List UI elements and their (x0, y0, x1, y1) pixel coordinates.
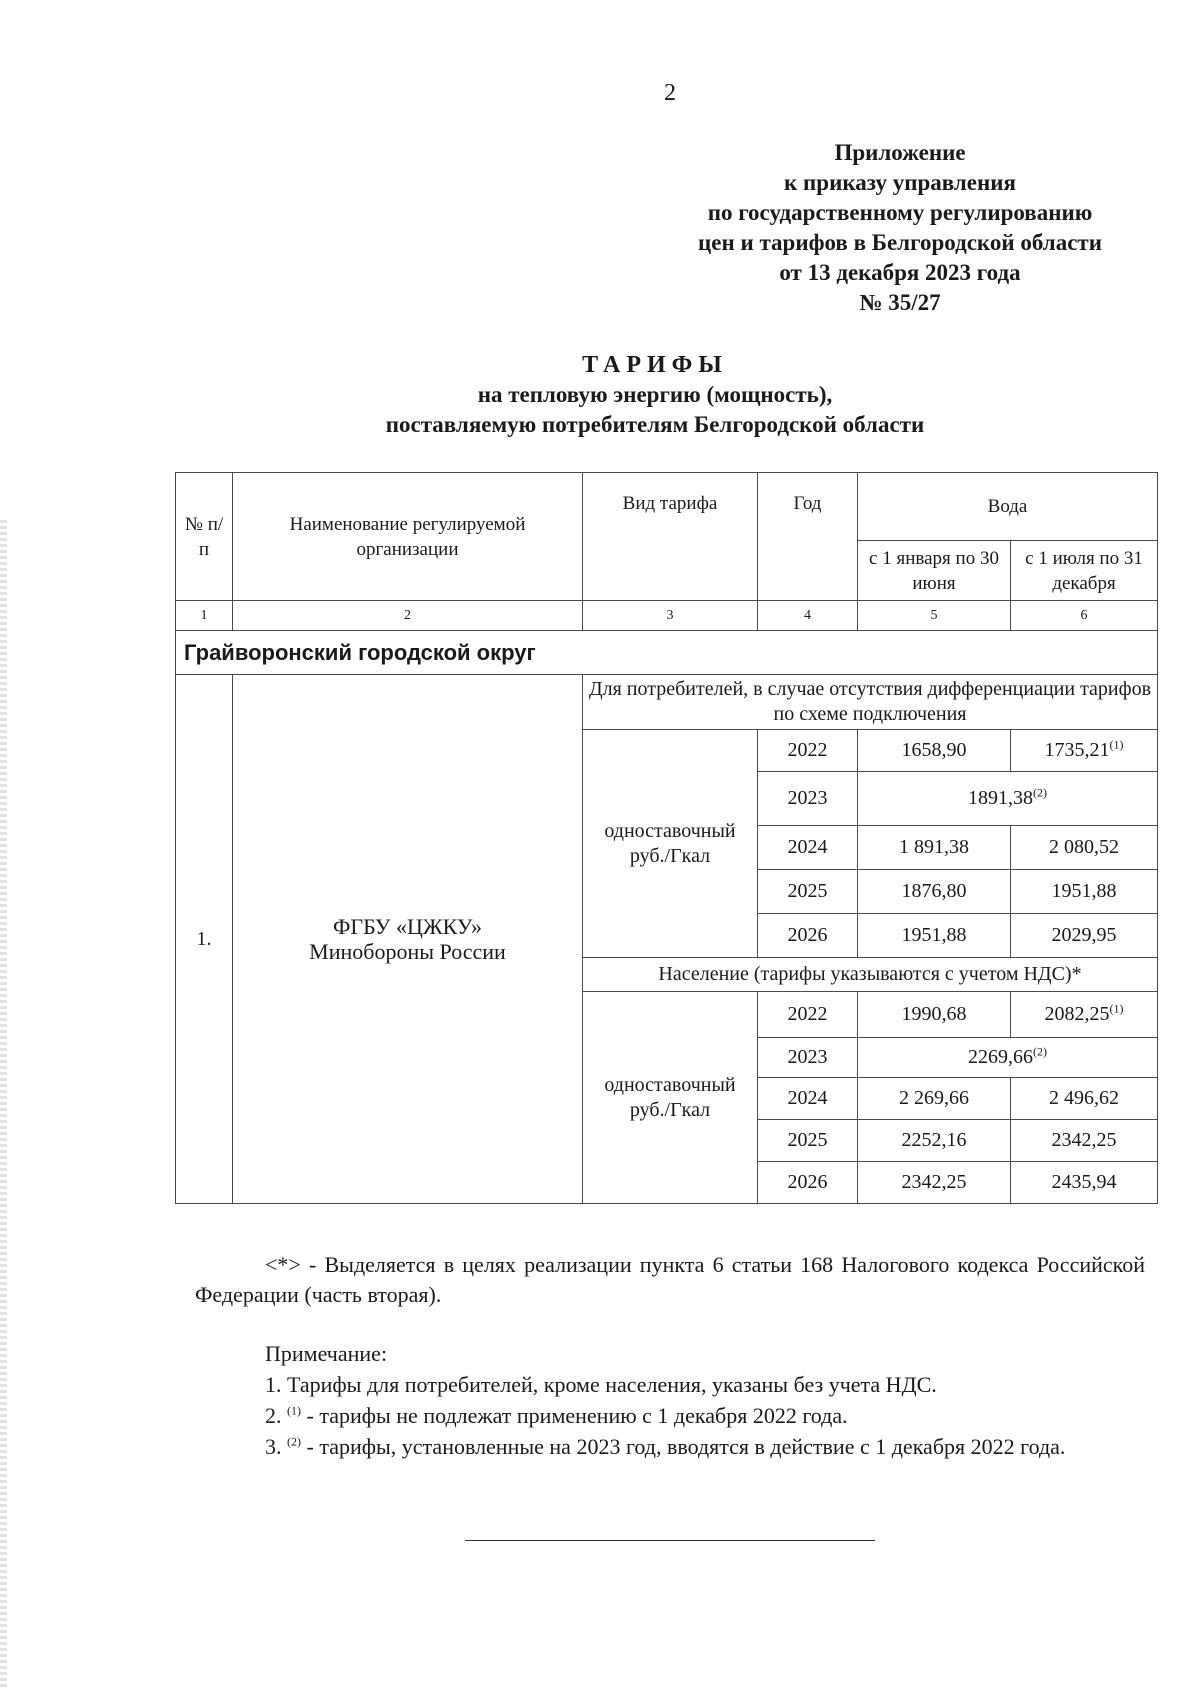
title-line: поставляемую потребителям Белгородской области (385, 412, 925, 437)
header-num: № п/п (176, 473, 233, 601)
appendix-line: № 35/27 (859, 290, 941, 315)
appendix-block (640, 138, 1160, 318)
note-item (195, 1431, 1145, 1462)
value-cell: 2252,16 (858, 1120, 1011, 1162)
value-cell: 2342,25 (858, 1162, 1011, 1204)
header-row (176, 473, 1158, 541)
year-cell: 2025 (758, 1120, 858, 1162)
tariff-type: одноставочный руб./Гкал (583, 992, 758, 1204)
district-name: Грайворонский городской округ (176, 631, 1158, 675)
note-prefix: 2. (265, 1403, 287, 1428)
value-cell (1011, 992, 1158, 1038)
note-prefix: 3. (265, 1434, 287, 1459)
appendix-line: к приказу управления (784, 170, 1016, 195)
column-numbers-row (176, 601, 1158, 631)
header-org: Наименование регулируемой организации (233, 473, 583, 601)
value-text: 1891,38 (968, 787, 1033, 809)
column-number: 5 (858, 601, 1011, 631)
value-cell (1011, 730, 1158, 772)
header-period-1: с 1 января по 30 июня (858, 541, 1011, 601)
vat-footnote: <*> - Выделяется в целях реализации пункта 6 статьи 168 Налогового кодекса Российской Федерации (часть вторая). (195, 1252, 1145, 1307)
note-item: 1. Тарифы для потребителей, кроме населения, указаны без учета НДС. (265, 1372, 937, 1397)
org-name-line: ФГБУ «ЦЖКУ» (332, 914, 483, 939)
appendix-line: по государственному регулированию (707, 200, 1093, 225)
tariffs-table (175, 472, 1158, 1204)
value-cell: 1876,80 (858, 870, 1011, 914)
header-period-2: с 1 июля по 31 декабря (1011, 541, 1158, 601)
value-cell: 2 496,62 (1011, 1078, 1158, 1120)
column-number: 2 (233, 601, 583, 631)
value-cell: 1951,88 (858, 914, 1011, 958)
value-text: 1735,21 (1044, 739, 1110, 761)
value-cell: 2 269,66 (858, 1078, 1011, 1120)
note-text: - тарифы не подлежат применению с 1 декабря 2022 года. (301, 1403, 848, 1428)
column-number: 3 (583, 601, 758, 631)
year-cell: 2022 (758, 992, 858, 1038)
document-title (355, 350, 955, 440)
value-cell: 2342,25 (1011, 1120, 1158, 1162)
column-number: 6 (1011, 601, 1158, 631)
note-item (195, 1400, 1145, 1431)
appendix-line: от 13 декабря 2023 года (779, 260, 1021, 285)
header-water: Вода (858, 473, 1158, 541)
title-line: на тепловую энергию (мощность), (477, 382, 833, 407)
year-cell: 2026 (758, 1162, 858, 1204)
column-number: 1 (176, 601, 233, 631)
value-cell: 2435,94 (1011, 1162, 1158, 1204)
footnote-mark: (1) (1109, 1001, 1124, 1016)
value-text: 2082,25 (1044, 1003, 1110, 1025)
header-type: Вид тарифа (583, 473, 758, 601)
footnote-mark: (1) (287, 1403, 301, 1418)
title-main: ТАРИФЫ (582, 352, 728, 378)
column-number: 4 (758, 601, 858, 631)
appendix-line: Приложение (834, 140, 966, 165)
value-cell: 1658,90 (858, 730, 1011, 772)
page-number: 2 (664, 80, 676, 106)
footnote-mark: (1) (1109, 737, 1124, 752)
org-number: 1. (176, 675, 233, 1204)
value-text: 2269,66 (968, 1046, 1033, 1068)
year-cell: 2024 (758, 826, 858, 870)
value-cell: 1990,68 (858, 992, 1011, 1038)
merged-value-cell (858, 1038, 1158, 1078)
appendix-line: цен и тарифов в Белгородской области (698, 230, 1102, 255)
value-cell: 2029,95 (1011, 914, 1158, 958)
merged-value-cell (858, 772, 1158, 826)
year-cell: 2026 (758, 914, 858, 958)
notes-block (195, 1338, 1145, 1462)
footnote-mark: (2) (1033, 785, 1047, 800)
group-label: Для потребителей, в случае отсутствия дифференциации тарифов по схеме подключения (583, 675, 1158, 730)
year-cell: 2022 (758, 730, 858, 772)
group-label: Население (тарифы указываются с учетом НДС)* (583, 958, 1158, 992)
district-row (176, 631, 1158, 675)
header-year: Год (758, 473, 858, 601)
year-cell: 2023 (758, 772, 858, 826)
year-cell: 2024 (758, 1078, 858, 1120)
closing-rule (465, 1540, 875, 1541)
value-cell: 2 080,52 (1011, 826, 1158, 870)
year-cell: 2025 (758, 870, 858, 914)
table-row (176, 675, 1158, 730)
org-name (233, 675, 583, 1204)
org-name-line: Минобороны России (309, 939, 506, 964)
footnote-mark: (2) (287, 1434, 301, 1449)
note-text: - тарифы, установленные на 2023 год, вводятся в действие с 1 декабря 2022 года. (301, 1434, 1066, 1459)
footnote-mark: (2) (1033, 1044, 1047, 1059)
notes-heading: Примечание: (265, 1341, 388, 1366)
value-cell: 1951,88 (1011, 870, 1158, 914)
value-cell: 1 891,38 (858, 826, 1011, 870)
tariff-type: одноставочный руб./Гкал (583, 730, 758, 958)
scan-edge-artifact (0, 520, 7, 1690)
year-cell: 2023 (758, 1038, 858, 1078)
